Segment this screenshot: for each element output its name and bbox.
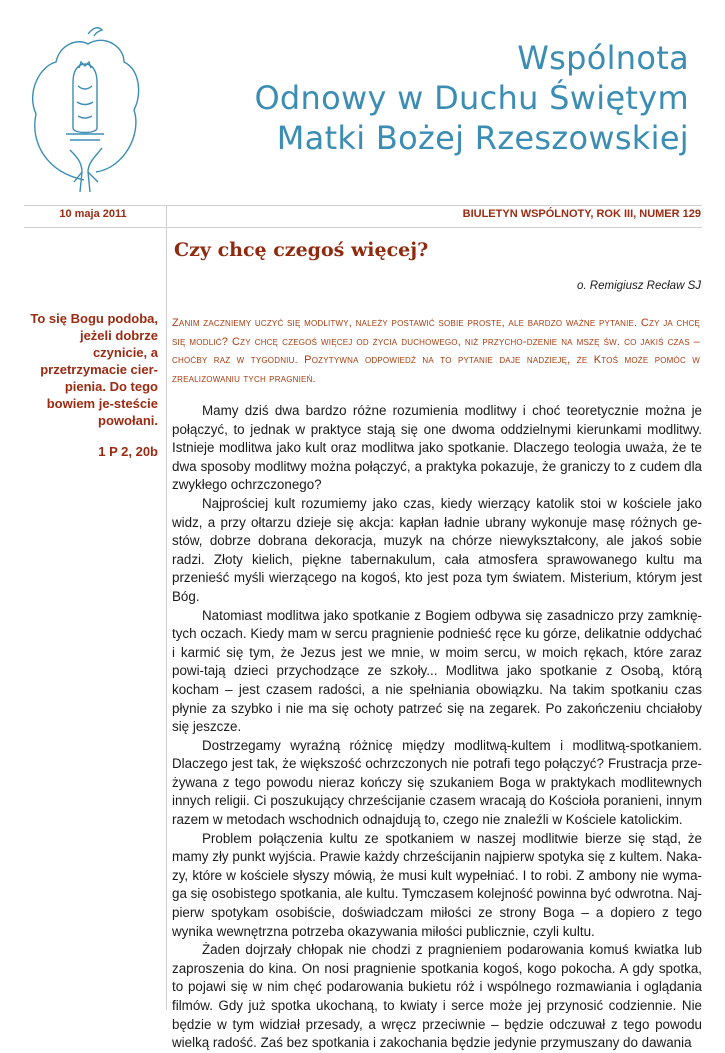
title-line-3: Matki Bożej Rzeszowskiej <box>276 119 689 157</box>
title-line-2: Odnowy w Duchu Świętym <box>254 79 689 117</box>
paragraph: Problem połączenia kultu ze spotkaniem w naszej modlitwie bierze się stąd, że mamy zły punkt wyjścia. Prawie każdy chrześcijanin najpierw spotyka się z kultem. Naka-zy, które w kościele słyszy mówią, że musi kult wypełniać. I to robi. Z ambony nie wyma-ga się osobistego spotkania, ale kultu. Tymczasem kolejność powinna być odwrotna. Naj-pierw spotykam osobiście, doświadczam miłości ze strony Boga – a dopiero z tego wynika wewnętrzna potrzeba okazywania miłości publicznie, czyli kultu. <box>172 830 702 939</box>
bulletin-info: BIULETYN WSPÓLNOTY, ROK III, NUMER 129 <box>462 208 701 220</box>
paragraph: Mamy dziś dwa bardzo różne rozumienia modlitwy i choć teoretycznie można je połączyć, to jednak w praktyce stają się one dwoma oddzielnymi kierunkami modlitwy. Istnieje modlitwa jako kult oraz modlitwa jako spotkanie. Dlaczego teologia uważa, że te dwa sposoby modlitwy można połączyć, a praktyka pokazuje, że graniczy to z cudem dla zwykłego ochrzczonego? <box>172 403 702 493</box>
paragraph: Natomiast modlitwa jako spotkanie z Bogiem odbywa się zasadniczo przy zamknię-tych oczach. Kiedy mam w sercu pragnienie podnieść ręce ku górze, delikatnie oddychać i karmić się tym, że Jezus jest we mnie, w moim sercu, w moich rękach, które zaraz powi-tają dzieci przychodzące ze szkoły... Modlitwa jako spotkanie z Osobą, którą kocham – jest czasem radości, a nie spełniania obowiązku. Na takim spotkaniu czas płynie za szybko i nie ma się ochoty patrzeć się na zegarek. Po zakończeniu chciałoby się jeszcze. <box>172 607 702 735</box>
community-title <box>254 38 689 158</box>
article-title: Czy chcę czegoś więcej? <box>174 239 429 261</box>
header-top-rule <box>24 205 702 206</box>
paragraph: Najprościej kult rozumiemy jako czas, kiedy wierzący katolik stoi w kościele jako widz, a przy ołtarzu dzieje się akcja: kapłan ładnie ubrany wykonuje masę różnych ge-stów, dobrze dobrana dekoracja, muzyk na chórze niewykształcony, ale jakoś sobie radzi. Złoty kielich, piękne tabernakulum, cała atmosfera sprawowanego kultu ma przenieść myśli wierzącego na kogoś, kto jest poza tym światem. Misterium, którym jest Bóg. <box>172 495 702 604</box>
quote-reference: 1 P 2, 20b <box>98 444 158 459</box>
article-lead: Zanim zaczniemy uczyć się modlitwy, należy postawić sobie proste, ale bardzo ważne pytanie. Czy ja chcę się modlić? Czy chcę czegoś więcej od życia duchowego, niż przycho-dzenie na mszę św. co jakiś czas – choćby raz w tygodniu. Pozytywna odpowiedź na to pytanie daje nadzieję, że Ktoś może pomóc w zrealizowaniu tych pragnień. <box>172 317 700 385</box>
title-line-1: Wspólnota <box>517 39 689 77</box>
paragraph: Żaden dojrzały chłopak nie chodzi z pragnieniem podarowania komuś kwiatka lub zaproszenia do kina. On nosi pragnienie spotkania kogoś, kogo pokocha. A gdy spotka, to pojawi się w nim chęć podarowania bukietu róż i wspólnego rozmawiania i oglądania filmów. Gdy już spotka ukochaną, to kwiaty i serce może jej przynosić codziennie. Nie będzie w tym widział przesady, a wręcz przeciwnie – będzie odczuwał z tego powodu wielką radość. Zaś bez spotkania i zakochania będzie jedynie przymuszany do dawania <box>172 942 702 1051</box>
column-divider <box>166 205 167 1010</box>
scripture-quote <box>26 310 158 460</box>
paragraph: Dostrzegamy wyraźną różnicę między modlitwą-kultem i modlitwą-spotkaniem. Dlaczego jest tak, że większość ochrzczonych nie potrafi tego połączyć? Frustracja prze-żywana z tego powodu nieraz kończy się szukaniem Boga w praktykach modlitewnych innych religii. Ci poszukujący chrześcijanie czasem wracają do Kościoła poranieni, innym razem w metodach wschodnich odnajdują to, czego nie znaleźli w Kościele katolickim. <box>172 737 702 828</box>
quote-text: To się Bogu podoba, jeżeli dobrze czynicie, a przetrzymacie cier-pienia. Do tego bowiem je-steście powołani. <box>30 311 158 428</box>
tree-madonna-logo-icon <box>26 22 144 194</box>
article-author: o. Remigiusz Recław SJ <box>577 280 701 292</box>
issue-date: 10 maja 2011 <box>59 208 127 220</box>
article-body <box>172 402 702 1053</box>
header-bottom-rule <box>24 227 702 228</box>
